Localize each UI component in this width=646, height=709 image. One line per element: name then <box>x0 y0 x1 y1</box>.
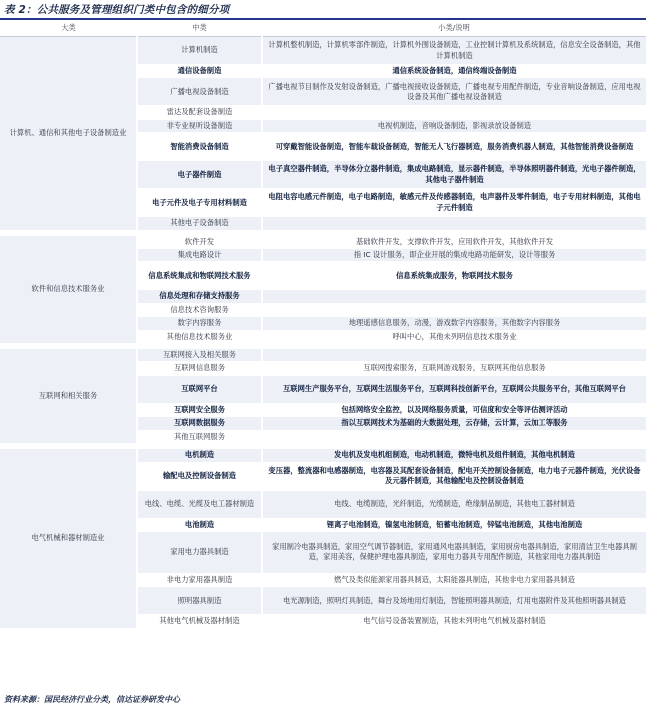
detail-cell: 通信系统设备制造，通信终端设备制造 <box>262 65 646 78</box>
mid-category-cell: 信息系统集成和物联网技术服务 <box>137 262 262 290</box>
mid-category-cell: 照明器具制造 <box>137 587 262 615</box>
mid-category-cell: 通信设备制造 <box>137 65 262 78</box>
mid-category-cell: 互联网安全服务 <box>137 403 262 416</box>
detail-cell: 指 IC 设计服务，即企业开展的集成电路功能研发，设计等服务 <box>262 249 646 262</box>
detail-cell: 地理遥感信息服务，动漫，游戏数字内容服务，其他数字内容服务 <box>262 317 646 330</box>
mid-category-cell: 输配电及控制设备制造 <box>137 462 262 490</box>
mid-category-cell: 电机制造 <box>137 446 262 462</box>
header-major: 大类 <box>0 21 137 37</box>
header-mid: 中类 <box>137 21 262 37</box>
header-detail: 小类/说明 <box>262 21 646 37</box>
table-row <box>0 233 646 249</box>
detail-cell: 电视机制造，音响设备制造，影视录放设备制造 <box>262 119 646 132</box>
detail-cell: 包括网络安全监控，以及网络服务质量，可信度和安全等评估测评活动 <box>262 403 646 416</box>
table-row <box>0 446 646 462</box>
detail-cell: 变压器，整流器和电感器制造，电容器及其配套设备制造，配电开关控制设备制造，电力电子元器件制造，光伏设备及元器件制造，其他输配电及控制设备制造 <box>262 462 646 490</box>
mid-category-cell: 其他信息技术服务业 <box>137 330 262 346</box>
mid-category-cell: 软件开发 <box>137 233 262 249</box>
mid-category-cell: 互联网接入及相关服务 <box>137 346 262 362</box>
detail-cell: 电线、电缆制造，光纤制造，光缆制造，绝缘制品制造，其他电工器材制造 <box>262 490 646 518</box>
table-title: 表 2：公共服务及管理组织门类中包含的细分项 <box>4 4 230 16</box>
table-row <box>0 37 646 65</box>
mid-category-cell: 互联网平台 <box>137 375 262 403</box>
detail-cell: 广播电视节目制作及发射设备制造，广播电视接收设备制造，广播电视专用配件制造，专业音响设备制造，应用电视设备及其他广播电视设备制造 <box>262 78 646 106</box>
mid-category-cell: 互联网数据服务 <box>137 417 262 430</box>
mid-category-cell: 电线、电缆、光缆及电工器材制造 <box>137 490 262 518</box>
major-category-cell: 软件和信息技术服务业 <box>0 233 137 346</box>
detail-cell <box>262 303 646 316</box>
mid-category-cell: 互联网信息服务 <box>137 362 262 375</box>
mid-category-cell: 非专业视听设备制造 <box>137 119 262 132</box>
source-footnote: 资料来源：国民经济行业分类，信达证券研发中心 <box>4 695 180 704</box>
mid-category-cell: 家用电力器具制造 <box>137 531 262 573</box>
detail-cell <box>262 346 646 362</box>
mid-category-cell: 信息技术咨询服务 <box>137 303 262 316</box>
detail-cell: 发电机及发电机组制造，电动机制造，微特电机及组件制造，其他电机制造 <box>262 446 646 462</box>
detail-cell: 电阻电容电感元件制造，电子电路制造，敏感元件及传感器制造，电声器件及零件制造，电子专用材料制造，其他电子元件制造 <box>262 189 646 217</box>
mid-category-cell: 智能消费设备制造 <box>137 133 262 161</box>
mid-category-cell: 数字内容服务 <box>137 317 262 330</box>
mid-category-cell: 广播电视设备制造 <box>137 78 262 106</box>
detail-cell: 电光源制造，照明灯具制造，舞台及场地用灯制造，智能照明器具制造，灯用电器附件及其他照明器具制造 <box>262 587 646 615</box>
table-body <box>0 37 646 629</box>
detail-cell: 电气信号设备装置制造，其他未列明电气机械及器材制造 <box>262 615 646 628</box>
detail-cell <box>262 290 646 303</box>
detail-cell: 燃气及类似能源家用器具制造，太阳能器具制造，其他非电力家用器具制造 <box>262 573 646 586</box>
detail-cell: 互联网生产服务平台，互联网生活服务平台，互联网科技创新平台，互联网公共服务平台，其他互联网平台 <box>262 375 646 403</box>
mid-category-cell: 电池制造 <box>137 518 262 531</box>
detail-cell <box>262 430 646 446</box>
detail-cell: 可穿戴智能设备制造，智能车载设备制造，智能无人飞行器制造，服务消费机器人制造，其他智能消费设备制造 <box>262 133 646 161</box>
detail-cell: 锂离子电池制造，镍氢电池制造，铅蓄电池制造，锌锰电池制造，其他电池制造 <box>262 518 646 531</box>
table-header-row <box>0 21 646 37</box>
table-row <box>0 346 646 362</box>
detail-cell: 互联网搜索服务，互联网游戏服务，互联网其他信息服务 <box>262 362 646 375</box>
mid-category-cell: 信息处理和存储支持服务 <box>137 290 262 303</box>
major-category-cell: 互联网和相关服务 <box>0 346 137 446</box>
detail-cell <box>262 106 646 119</box>
detail-cell: 基础软件开发，支撑软件开发，应用软件开发，其他软件开发 <box>262 233 646 249</box>
mid-category-cell: 计算机制造 <box>137 37 262 65</box>
detail-cell <box>262 217 646 233</box>
title-rule <box>0 18 646 20</box>
detail-cell: 信息系统集成服务，物联网技术服务 <box>262 262 646 290</box>
detail-cell: 电子真空器件制造，半导体分立器件制造，集成电路制造，显示器件制造，半导体照明器件制造，光电子器件制造，其他电子器件制造 <box>262 161 646 189</box>
detail-cell: 家用制冷电器具制造，家用空气调节器制造，家用通风电器具制造，家用厨房电器具制造，家用清洁卫生电器具制造，家用美容，保健护理电器具制造，家用电力器具专用配件制造，其他家用电力器具制造 <box>262 531 646 573</box>
mid-category-cell: 雷达及配套设备制造 <box>137 106 262 119</box>
mid-category-cell: 非电力家用器具制造 <box>137 573 262 586</box>
major-category-cell: 电气机械和器材制造业 <box>0 446 137 628</box>
major-category-cell: 计算机、通信和其他电子设备制造业 <box>0 37 137 233</box>
detail-cell: 指以互联网技术为基础的大数据处理，云存储，云计算，云加工等服务 <box>262 417 646 430</box>
classification-table <box>0 21 646 629</box>
detail-cell: 呼叫中心，其他未列明信息技术服务业 <box>262 330 646 346</box>
mid-category-cell: 集成电路设计 <box>137 249 262 262</box>
detail-cell: 计算机整机制造，计算机零部件制造，计算机外围设备制造，工业控制计算机及系统制造，信息安全设备制造，其他计算机制造 <box>262 37 646 65</box>
mid-category-cell: 其他电子设备制造 <box>137 217 262 233</box>
mid-category-cell: 其他互联网服务 <box>137 430 262 446</box>
mid-category-cell: 电子元件及电子专用材料制造 <box>137 189 262 217</box>
mid-category-cell: 电子器件制造 <box>137 161 262 189</box>
mid-category-cell: 其他电气机械及器材制造 <box>137 615 262 628</box>
